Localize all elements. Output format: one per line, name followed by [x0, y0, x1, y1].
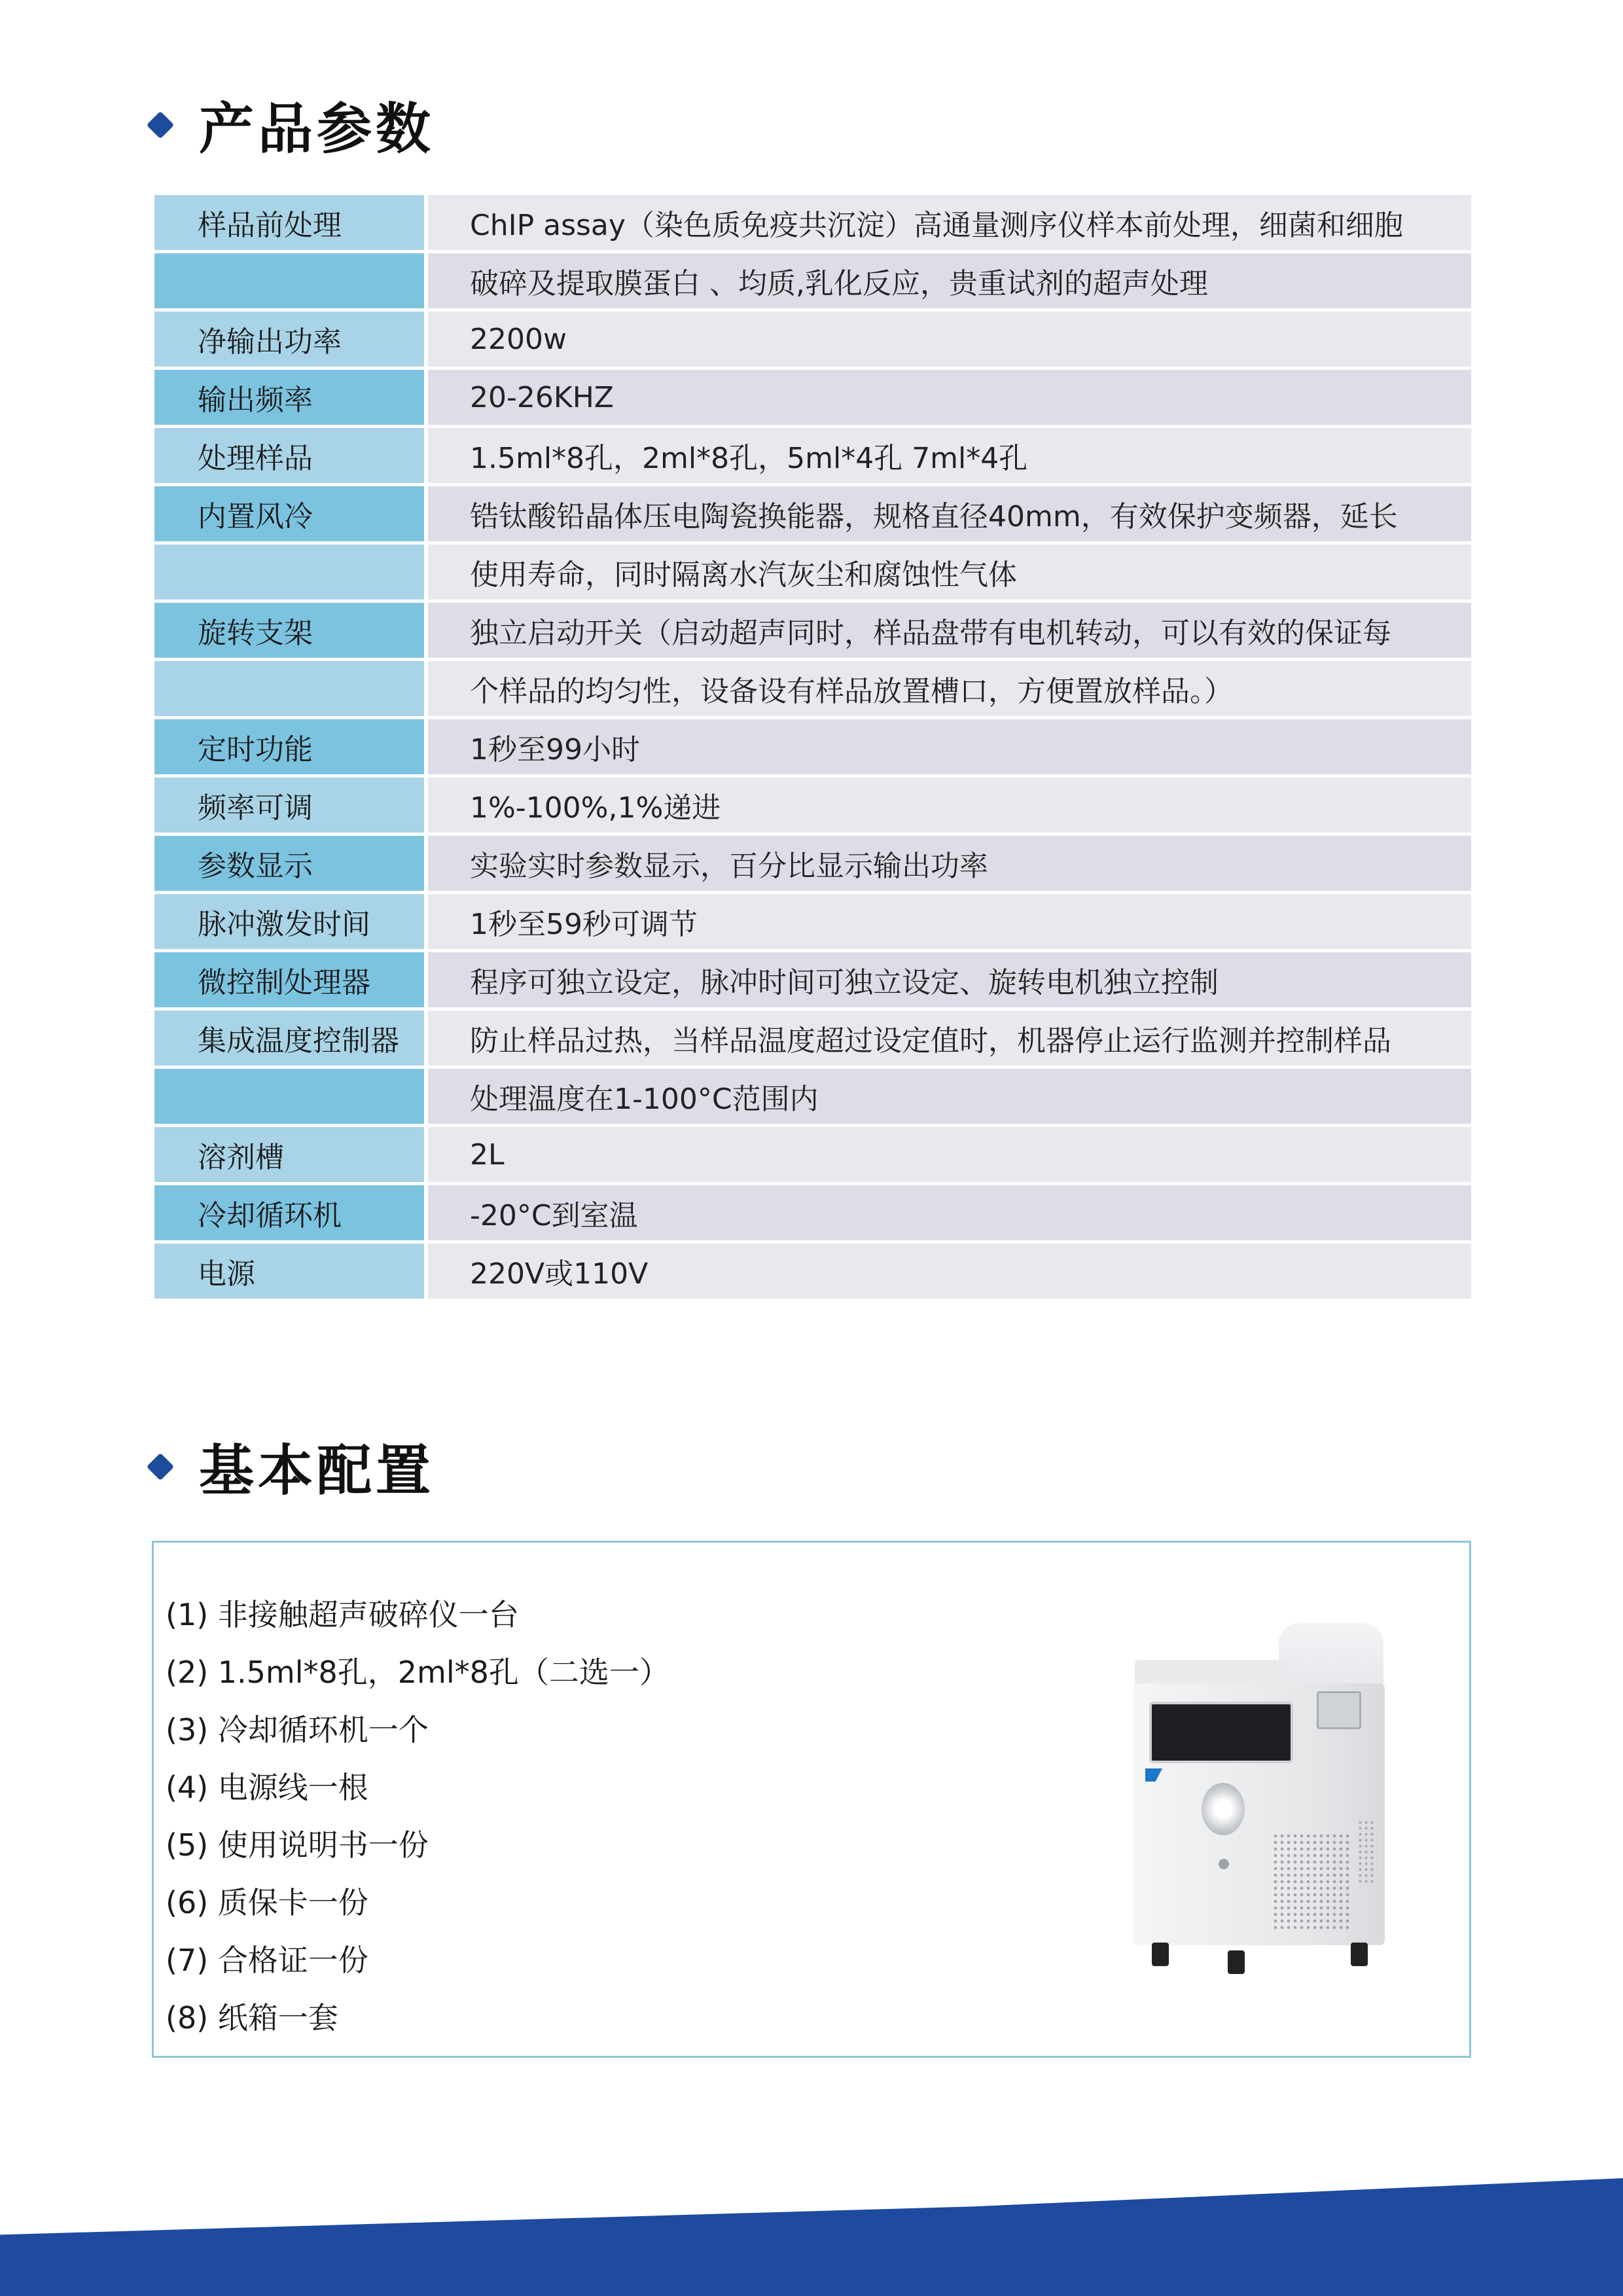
spec-value: 防止样品过热，当样品温度超过设定值时，机器停止运行监测并控制样品 [428, 1011, 1471, 1066]
spec-value: 2200w [428, 312, 1471, 367]
spec-label: 输出频率 [154, 370, 424, 425]
spec-label: 溶剂槽 [154, 1127, 424, 1182]
list-item: (1) 非接触超声破碎仪一台 [166, 1597, 519, 1632]
table-row [154, 661, 1471, 716]
spec-value: 20-26KHZ [428, 370, 1471, 425]
spec-value: 独立启动开关（启动超声同时，样品盘带有电机转动，可以有效的保证每 [428, 603, 1471, 658]
spec-label: 脉冲激发时间 [154, 894, 424, 949]
table-row [154, 1185, 1471, 1240]
config-list [166, 1586, 669, 2047]
diamond-bullet-icon [147, 111, 174, 138]
table-row [154, 719, 1471, 774]
table-row [154, 778, 1471, 833]
spec-label [154, 545, 424, 600]
table-row [154, 1127, 1471, 1182]
list-item: (3) 冷却循环机一个 [166, 1712, 429, 1748]
list-item: (5) 使用说明书一份 [166, 1827, 429, 1863]
spec-label [154, 1069, 424, 1124]
table-row [154, 836, 1471, 891]
device-foot [1351, 1943, 1368, 1966]
spec-label [154, 661, 424, 716]
spec-value: 220V或110V [428, 1244, 1471, 1299]
section-title-params [151, 85, 435, 164]
spec-value: ChIP assay（染色质免疫共沉淀）高通量测序仪样本前处理，细菌和细胞 [428, 195, 1471, 250]
list-item: (7) 合格证一份 [166, 1943, 368, 1978]
spec-value: 破碎及提取膜蛋白 、均质,乳化反应，贵重试剂的超声处理 [428, 253, 1471, 308]
spec-value: 1.5ml*8孔，2ml*8孔，5ml*4孔 7ml*4孔 [428, 428, 1471, 483]
list-item: (2) 1.5ml*8孔，2ml*8孔（二选一） [166, 1655, 669, 1690]
table-row [154, 1244, 1471, 1299]
spec-label [154, 253, 424, 308]
spec-value: 程序可独立设定，脉冲时间可独立设定、旋转电机独立控制 [428, 952, 1471, 1007]
list-item: (4) 电源线一根 [166, 1770, 368, 1805]
vent-grille [1272, 1833, 1351, 1931]
config-heading: 基本配置 [199, 1439, 435, 1503]
vent-grille [1357, 1820, 1377, 1885]
spec-label: 内置风冷 [154, 486, 424, 541]
spec-label: 定时功能 [154, 719, 424, 774]
spec-value: 1秒至59秒可调节 [428, 894, 1471, 949]
table-row [154, 253, 1471, 308]
list-item: (8) 纸箱一套 [166, 2000, 338, 2036]
spec-value: 1秒至99小时 [428, 719, 1471, 774]
spec-value: 个样品的均匀性，设备设有样品放置槽口，方便置放样品。） [428, 661, 1471, 716]
spec-value: 处理温度在1-100°C范围内 [428, 1069, 1471, 1124]
device-window [1149, 1702, 1293, 1763]
section-title-config [151, 1427, 435, 1506]
spec-label: 处理样品 [154, 428, 424, 483]
device-port [1202, 1783, 1245, 1835]
device-foot [1228, 1950, 1245, 1974]
list-item: (6) 质保卡一份 [166, 1885, 368, 1920]
device-control-panel [1317, 1691, 1361, 1729]
spec-label: 旋转支架 [154, 603, 424, 658]
spec-label: 频率可调 [154, 778, 424, 833]
spec-value: -20°C到室温 [428, 1185, 1471, 1240]
table-row [154, 195, 1471, 250]
spec-table [154, 195, 1471, 1302]
table-row [154, 486, 1471, 541]
table-row [154, 428, 1471, 483]
table-row [154, 370, 1471, 425]
table-row [154, 952, 1471, 1007]
spec-value: 使用寿命，同时隔离水汽灰尘和腐蚀性气体 [428, 545, 1471, 600]
table-row [154, 312, 1471, 367]
table-row [154, 545, 1471, 600]
spec-label: 参数显示 [154, 836, 424, 891]
spec-label: 微控制处理器 [154, 952, 424, 1007]
device-lid [1135, 1660, 1285, 1686]
spec-value: 锆钛酸铅晶体压电陶瓷换能器，规格直径40mm，有效保护变频器，延长 [428, 486, 1471, 541]
params-heading: 产品参数 [199, 97, 435, 161]
table-row [154, 1069, 1471, 1124]
table-row [154, 894, 1471, 949]
table-row [154, 1011, 1471, 1066]
spec-label: 集成温度控制器 [154, 1011, 424, 1066]
table-row [154, 603, 1471, 658]
footer-band [0, 2178, 1623, 2296]
spec-label: 电源 [154, 1244, 424, 1299]
spec-value: 1%-100%,1%递进 [428, 778, 1471, 833]
device-knob [1219, 1859, 1229, 1869]
spec-label: 净输出功率 [154, 312, 424, 367]
diamond-bullet-icon [147, 1452, 174, 1480]
spec-label: 样品前处理 [154, 195, 424, 250]
product-image [1128, 1623, 1390, 1977]
spec-label: 冷却循环机 [154, 1185, 424, 1240]
spec-value: 2L [428, 1127, 1471, 1182]
spec-value: 实验实时参数显示，百分比显示输出功率 [428, 836, 1471, 891]
device-foot [1152, 1943, 1169, 1966]
